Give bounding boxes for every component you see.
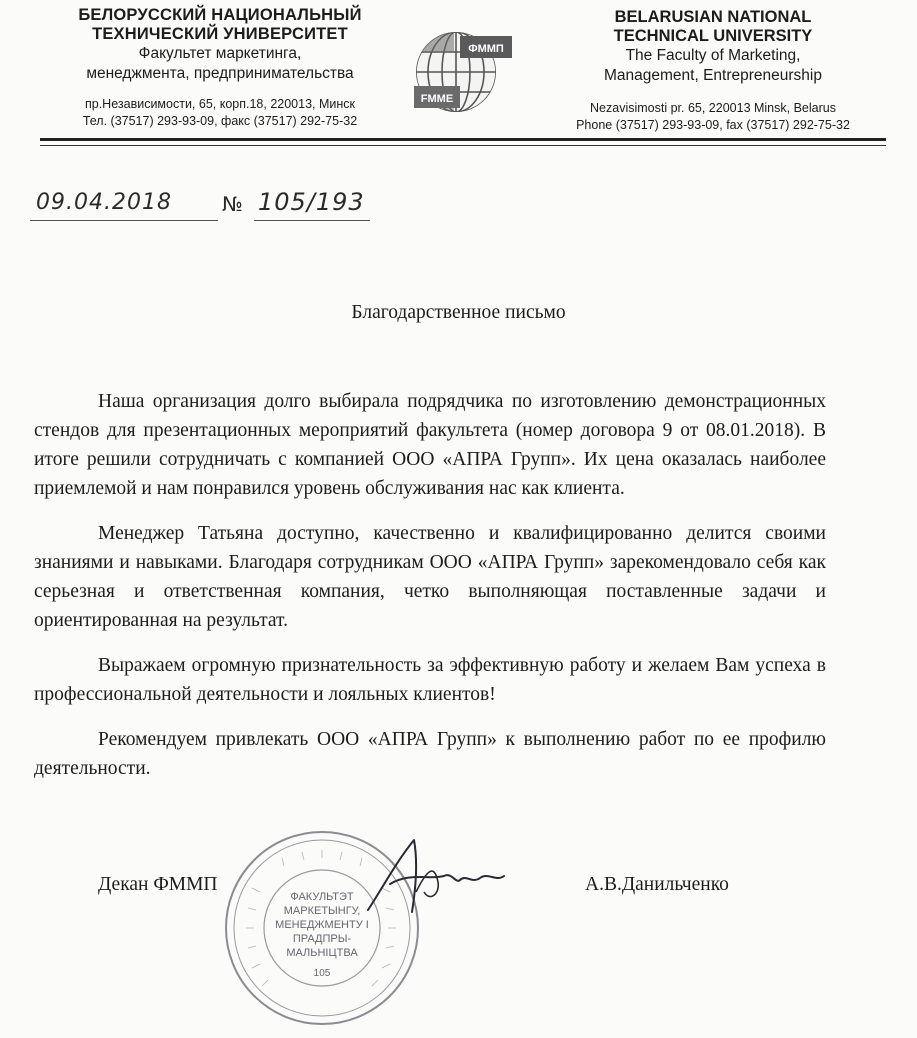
signatory-position: Декан ФММП (98, 874, 218, 895)
university-name-ru-line-2: ТЕХНИЧЕСКИЙ УНИВЕРСИТЕТ (92, 25, 348, 43)
registration-number-label: № (222, 192, 243, 216)
signatory-name: А.В.Данильченко (585, 874, 729, 895)
faculty-logo (412, 26, 532, 118)
address-ru-line-2: Тел. (37517) 293-93-09, факс (37517) 292-75-32 (82, 114, 358, 128)
header-rule-thick (40, 138, 886, 141)
header-right (548, 8, 878, 134)
university-name-en-line-1: BELARUSIAN NATIONAL (614, 8, 812, 26)
stamp-line-2: МАРКЕТЫНГУ, (283, 905, 361, 917)
logo-text-bottom: FMME (420, 93, 454, 105)
stamp-line-1: ФАКУЛЬТЭТ (290, 891, 354, 903)
faculty-name-en-line-1: The Faculty of Marketing, (625, 47, 801, 64)
paragraph-3: Выражаем огромную признательность за эффективную работу и желаем Вам успеха в профессиональной деятельности и лояльных клиентов! (34, 655, 826, 705)
stamp-number: 105 (313, 968, 331, 979)
paragraph-4: Рекомендуем привлекать ООО «АПРА Групп» к выполнению работ по ее профилю деятельности. (34, 729, 826, 779)
registration-date: 09.04.2018 (36, 190, 172, 215)
header-left (40, 6, 400, 130)
date-underline (30, 220, 218, 221)
faculty-name-ru-line-1: Факультет маркетинга, (138, 45, 302, 62)
logo-text-top: ФММП (468, 43, 504, 55)
paragraph-1: Наша организация долго выбирала подрядчика по изготовлению демонстрационных стендов для презентационных мероприятий факультета (номер договора 9 от 08.01.2018). В итоге решили сотрудничать с компанией ООО «АПРА Групп». Их цена оказалась наиболее приемлемой и нам понравился уровень обслуживания нас как клиента. (34, 391, 826, 499)
handwritten-signature (360, 832, 510, 922)
stamp-line-5: МАЛЬНІЦТВА (286, 947, 358, 959)
address-ru-line-1: пр.Независимости, 65, корп.18, 220013, Минск (84, 97, 355, 111)
paragraph-2: Менеджер Татьяна доступно, качественно и квалифицированно делится своими знаниями и навыками. Благодаря сотрудникам ООО «АПРА Групп» зарекомендовало себя как серьезная и ответственная компания, четко выполняющая поставленные задачи и ориентированная на результат. (34, 523, 826, 631)
faculty-name-ru-line-2: менеджмента, предпринимательства (86, 65, 354, 82)
faculty-name-en-line-2: Management, Entrepreneurship (604, 67, 822, 84)
address-en (548, 100, 878, 134)
letter-title: Благодарственное письмо (351, 302, 566, 323)
header-rule-thin (40, 145, 886, 146)
university-name-ru-line-1: БЕЛОРУССКИЙ НАЦИОНАЛЬНЫЙ (78, 6, 362, 24)
address-en-line-1: Nezavisimosti pr. 65, 220013 Minsk, Belarus (590, 101, 836, 115)
university-name-en-line-2: TECHNICAL UNIVERSITY (613, 27, 813, 45)
letter-body (34, 387, 826, 799)
address-en-line-2: Phone (37517) 293-93-09, fax (37517) 292-75-32 (576, 118, 850, 132)
registration-block (30, 190, 370, 226)
stamp-line-4: ПРАДПРЫ- (292, 933, 352, 945)
registration-number: 105/193 (258, 188, 365, 216)
number-underline (254, 220, 370, 221)
stamp-line-3: МЕНЕДЖМЕНТУ І (275, 919, 369, 931)
address-ru (40, 96, 400, 130)
